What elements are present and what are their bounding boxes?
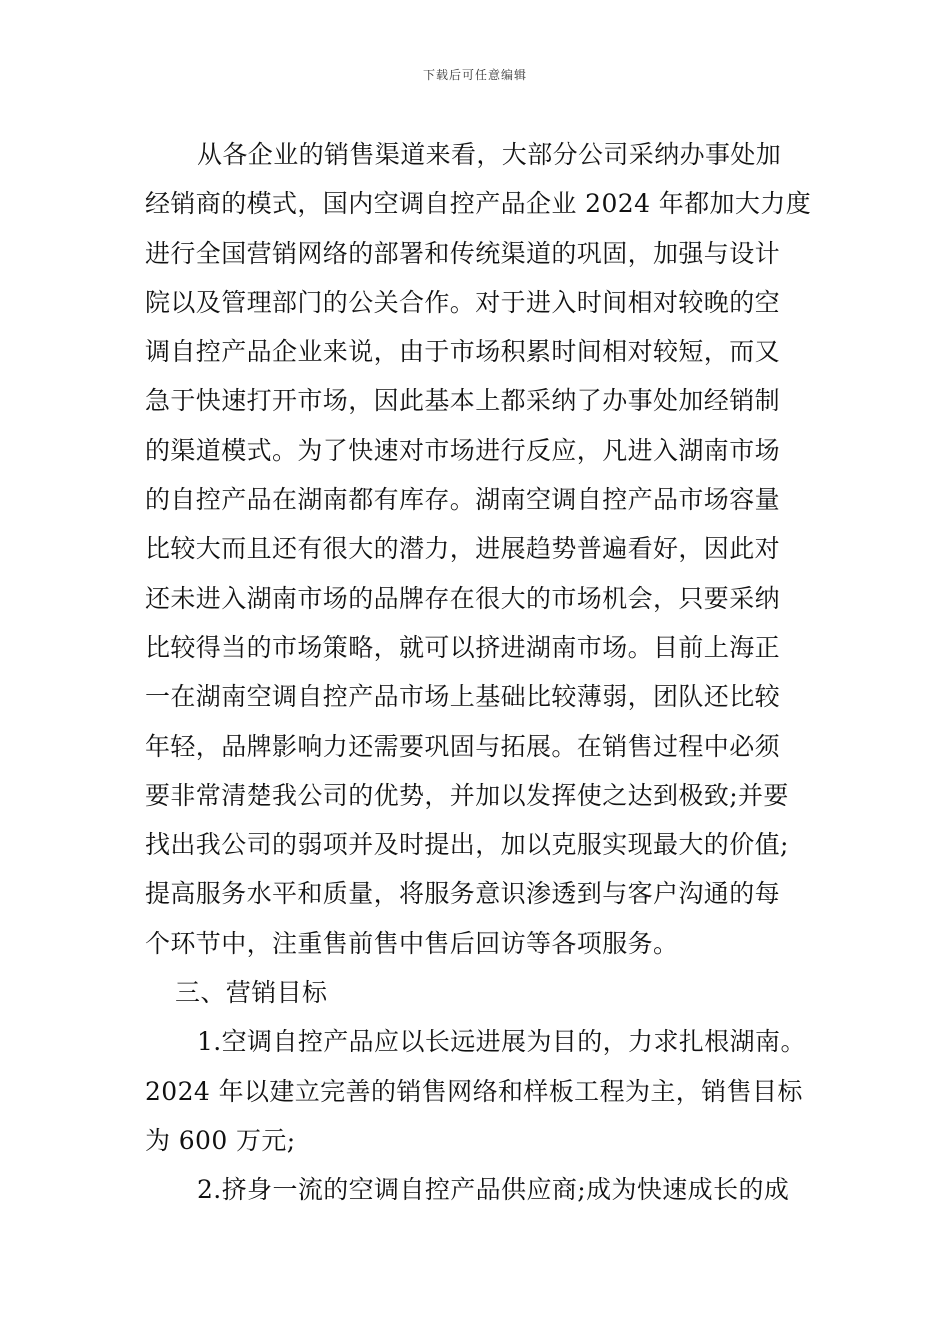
list-item-line: 1.空调自控产品应以长远进展为目的，力求扎根湖南。 bbox=[197, 1027, 806, 1057]
paragraph-line: 找出我公司的弱项并及时提出，加以克服实现最大的价值; bbox=[145, 830, 789, 860]
paragraph-line: 提高服务水平和质量，将服务意识渗透到与客户沟通的每 bbox=[145, 879, 781, 909]
paragraph-line: 的渠道模式。为了快速对市场进行反应，凡进入湖南市场 bbox=[145, 435, 781, 465]
paragraph-line: 进行全国营销网络的部署和传统渠道的巩固，加强与设计 bbox=[145, 238, 781, 268]
paragraph-line: 还未进入湖南市场的品牌存在很大的市场机会，只要采纳 bbox=[145, 583, 781, 613]
list-item-line: 为 600 万元; bbox=[145, 1125, 296, 1155]
list-item-line: 2024 年以建立完善的销售网络和样板工程为主，销售目标 bbox=[145, 1076, 803, 1106]
list-item-line: 2.挤身一流的空调自控产品供应商;成为快速成长的成 bbox=[197, 1175, 790, 1205]
paragraph-line: 院以及管理部门的公关合作。对于进入时间相对较晚的空 bbox=[145, 287, 781, 317]
paragraph-line: 一在湖南空调自控产品市场上基础比较薄弱，团队还比较 bbox=[145, 682, 781, 712]
paragraph-line: 的自控产品在湖南都有库存。湖南空调自控产品市场容量 bbox=[145, 485, 781, 515]
header-note: 下载后可任意编辑 bbox=[422, 68, 527, 82]
paragraph-line: 急于快速打开市场，因此基本上都采纳了办事处加经销制 bbox=[145, 386, 781, 416]
paragraph-line: 调自控产品企业来说，由于市场积累时间相对较短，而又 bbox=[145, 337, 781, 367]
paragraph-line: 个环节中，注重售前售中售后回访等各项服务。 bbox=[145, 928, 679, 958]
paragraph-line: 年轻，品牌影响力还需要巩固与拓展。在销售过程中必须 bbox=[145, 731, 781, 761]
paragraph-line: 从各企业的销售渠道来看，大部分公司采纳办事处加 bbox=[197, 140, 782, 169]
body-text bbox=[145, 130, 810, 1215]
paragraph-line: 比较大而且还有很大的潜力，进展趋势普遍看好，因此对 bbox=[145, 534, 781, 564]
paragraph-line: 经销商的模式，国内空调自控产品企业 2024 年都加大力度 bbox=[145, 189, 812, 219]
section-heading: 三、营销目标 bbox=[175, 978, 328, 1008]
paragraph-line: 要非常清楚我公司的优势，并加以发挥使之达到极致;并要 bbox=[145, 780, 789, 810]
paragraph-line: 比较得当的市场策略，就可以挤进湖南市场。目前上海正 bbox=[145, 632, 781, 662]
